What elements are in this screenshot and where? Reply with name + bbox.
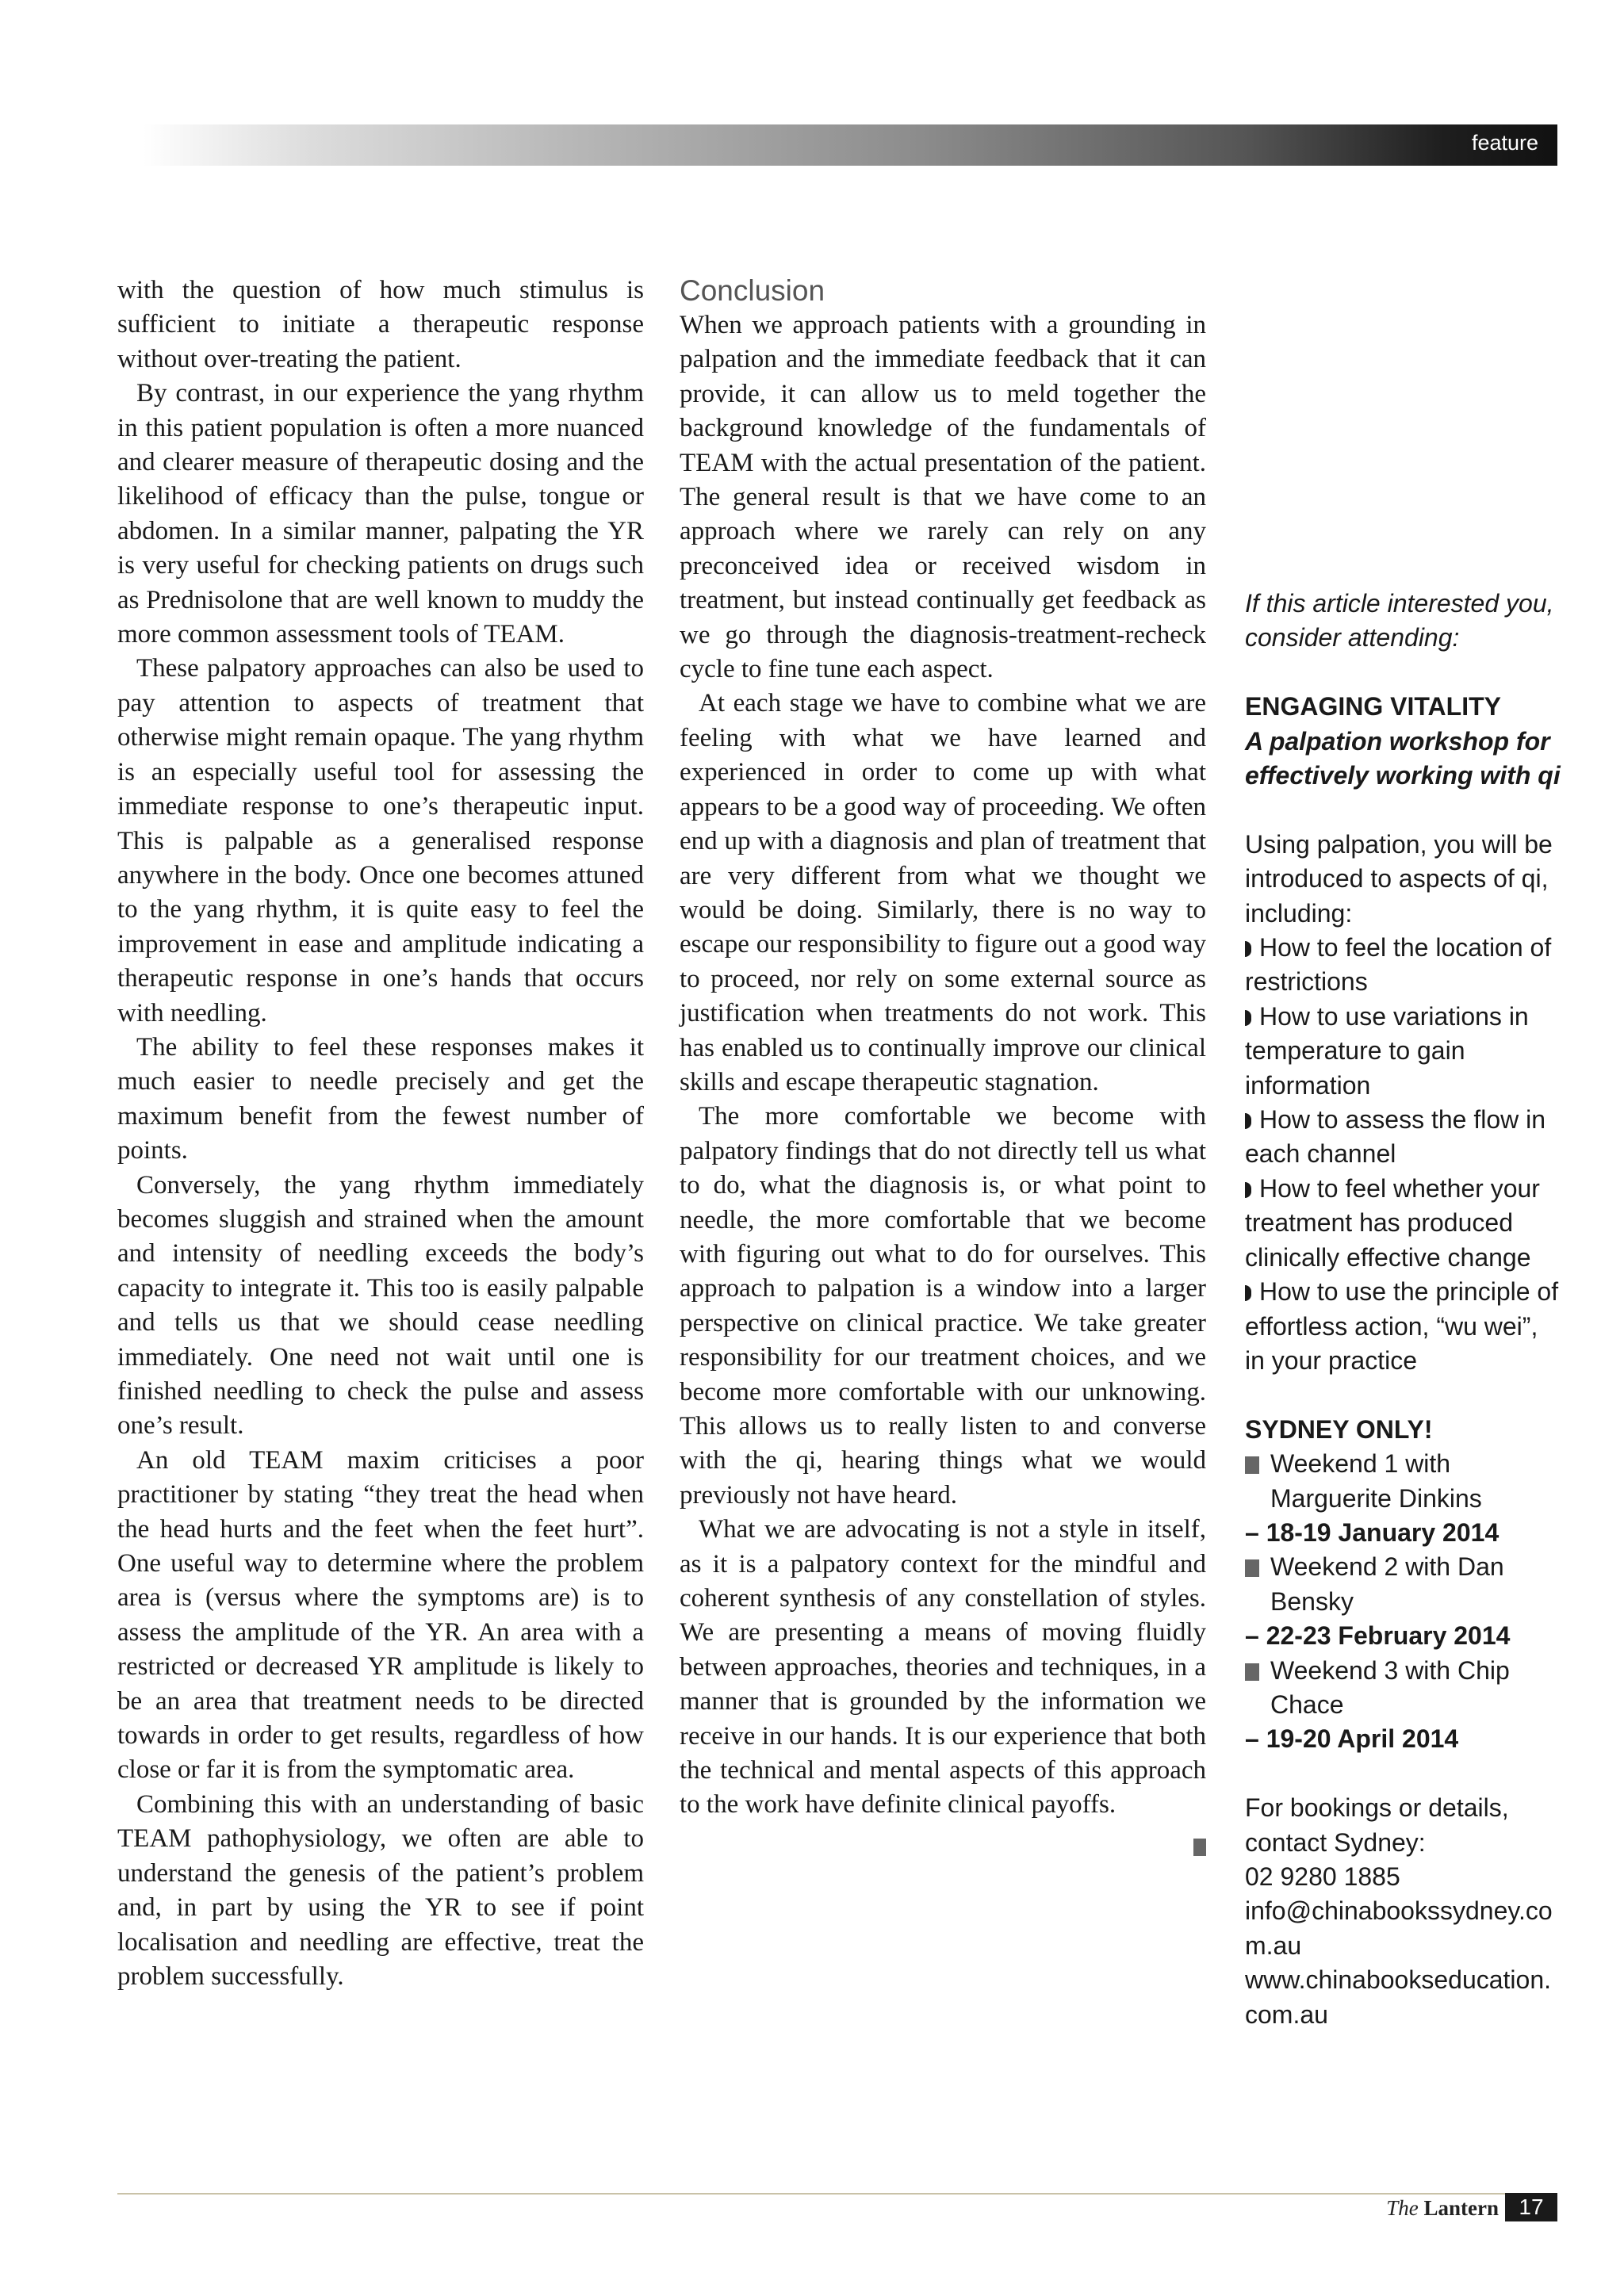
magazine-name-prefix: The <box>1386 2196 1419 2220</box>
footer-rule <box>117 2193 1557 2195</box>
workshop-item <box>1245 1550 1562 1619</box>
body-paragraph: Combining this with an understanding of basic TEAM pathophysiology, we often are able to understand the genesis of the patient’s problem and, in part by using the YR to see if point localisation and needling are effective, treat the problem successfully. <box>117 1789 644 1991</box>
body-paragraph: The more comfortable we become with palpatory findings that do not directly tell us what to do, what the diagnosis is, or what point to needle, the more comfortable that we become with figuring out what to do for ourselves. This approach to palpation is a window into a larger perspective on clinical practice. We take greater responsibility for our treatment choices, and we become more comfortable with our unknowing. This allows us to really listen to and converse with the qi, hearing things what we would previously not have heard. <box>680 1102 1206 1510</box>
square-bullet-icon <box>1245 1663 1259 1681</box>
workshop-date: – 18-19 January 2014 <box>1245 1517 1500 1547</box>
list-item-text: How to use variations in temperature to gain information <box>1245 1001 1529 1100</box>
body-paragraph: An old TEAM maxim criticises a poor practitioner by stating “they treat the head when the head hurts and the feet when the feet hurt”. One useful way to determine where the problem area is (versus where the symptoms are) is to assess the amplitude of the YR. An area with a restricted or decreased YR amplitude is likely to be an area that treatment needs to be directed towards in order to get results, regardless of how close or far it is from the symptomatic area. <box>117 1445 644 1785</box>
list-item <box>1245 1103 1562 1172</box>
list-item <box>1245 1000 1562 1103</box>
list-item <box>1245 1275 1562 1378</box>
section-label: feature <box>1471 131 1538 155</box>
body-paragraph: By contrast, in our experience the yang rhythm in this patient population is often a more nuanced and clearer measure of therapeutic dosing and the likelihood of efficacy than the pulse, tongue or abdomen. In a similar manner, palpating the YR is very useful for checking patients on drugs such as Prednisolone that are well known to muddy the more common assessment tools of TEAM. <box>117 379 644 649</box>
bullet-icon <box>1245 941 1251 957</box>
body-paragraph: with the question of how much stimulus is sufficient to initiate a therapeutic response without over-treating the patient. <box>117 276 644 373</box>
workshop-date: – 19-20 April 2014 <box>1245 1724 1459 1754</box>
end-of-article-icon <box>1193 1839 1206 1856</box>
workshop-label: Weekend 3 with Chip Chace <box>1270 1655 1510 1719</box>
workshop-label: Weekend 2 with Dan Bensky <box>1270 1552 1504 1616</box>
list-item-text: How to feel whether your treatment has produced clinically effective change <box>1245 1173 1540 1272</box>
bullet-icon <box>1245 1113 1251 1129</box>
list-item <box>1245 931 1562 1000</box>
list-item-text: How to feel the location of restrictions <box>1245 933 1552 997</box>
event-subtitle: A palpation workshop for effectively working with qi <box>1245 726 1561 790</box>
workshop-item <box>1245 1447 1562 1516</box>
square-bullet-icon <box>1245 1456 1259 1474</box>
body-paragraph: What we are advocating is not a style in itself, as it is a palpatory context for the mindful and coherent synthesis of any constellation of styles. We are presenting a means of moving fluidly between approaches, theories and techniques, in a manner that is grounded by the information we receive in our hands. It is our experience that both the technical and mental aspects of this approach to the work have definite clinical payoffs. <box>680 1515 1206 1820</box>
list-item <box>1245 1172 1562 1275</box>
body-paragraph: At each stage we have to combine what we are feeling with what we have learned and experienced in order to come up with what appears to be a good way of proceeding. We often end up with a diagnosis and plan of treatment that are very different from what we thought we would be doing. Similarly, there is no way to escape our responsibility to figure out a good way to proceed, nor rely on some external source as justification when treatments do not work. This has enabled us to continually improve our clinical skills and escape therapeutic stagnation. <box>680 689 1206 1096</box>
workshop-label: Weekend 1 with Marguerite Dinkins <box>1270 1449 1482 1513</box>
body-paragraph: These palpatory approaches can also be used to pay attention to aspects of treatment that otherwise might remain opaque. The yang rhythm is an especially useful tool for assessing the immediate response to one’s therapeutic input. This is palpable as a generalised response anywhere in the body. Once one becomes attuned to the yang rhythm, it is quite easy to feel the improvement in ease and amplitude indicating a therapeutic response in one’s hands that occurs with needling. <box>117 654 644 1027</box>
body-paragraph: When we approach patients with a grounding in palpation and the immediate feedback that it can provide, it can allow us to meld together the background knowledge of the fundamentals of TEAM with the actual presentation of the patient. The general result is that we have come to an approach where we rarely can rely on any preconceived idea or received wisdom in treatment, but instead continually get feedback as we go through the diagnosis-treatment-recheck cycle to fine tune each aspect. <box>680 311 1206 684</box>
left-column <box>117 274 644 1994</box>
body-paragraph: Conversely, the yang rhythm immediately becomes sluggish and strained when the amount and intensity of needling exceeds the body’s capacity to integrate it. This too is easily palpable and tells us that we should cease needling immediately. One need not wait until one is finished needling to check the pulse and assess one’s result. <box>117 1170 644 1441</box>
event-title: ENGAGING VITALITY <box>1245 692 1501 721</box>
contact-lead: For bookings or details, contact Sydney: <box>1245 1793 1509 1857</box>
workshop-item <box>1245 1654 1562 1723</box>
contact-phone: 02 9280 1885 <box>1245 1862 1400 1891</box>
city-heading: SYDNEY ONLY! <box>1245 1414 1433 1444</box>
contact-email: info@chinabookssydney.com.au <box>1245 1896 1553 1960</box>
sidebar-intro: If this article interested you, consider attending: <box>1245 589 1554 652</box>
event-sidebar <box>1245 587 1562 2032</box>
square-bullet-icon <box>1245 1559 1259 1577</box>
magazine-name <box>1386 2196 1499 2221</box>
contact-website: www.chinabookseducation.com.au <box>1245 1965 1552 2029</box>
magazine-name-title: Lantern <box>1423 2196 1499 2220</box>
list-item-text: How to assess the flow in each channel <box>1245 1105 1546 1169</box>
sidebar-lead: Using palpation, you will be introduced to aspects of qi, including: <box>1245 829 1553 928</box>
list-item-text: How to use the principle of effortless action, “wu wei”, in your practice <box>1245 1277 1559 1375</box>
body-paragraph: The ability to feel these responses makes it much easier to needle precisely and get the maximum benefit from the fewest number of points. <box>117 1032 644 1165</box>
bullet-icon <box>1245 1010 1251 1026</box>
section-header-bar <box>143 124 1557 166</box>
page-number: 17 <box>1505 2193 1557 2221</box>
bullet-icon <box>1245 1182 1251 1198</box>
workshop-date: – 22-23 February 2014 <box>1245 1621 1511 1651</box>
middle-column <box>680 274 1206 1856</box>
bullet-icon <box>1245 1285 1251 1301</box>
conclusion-heading: Conclusion <box>680 274 825 307</box>
